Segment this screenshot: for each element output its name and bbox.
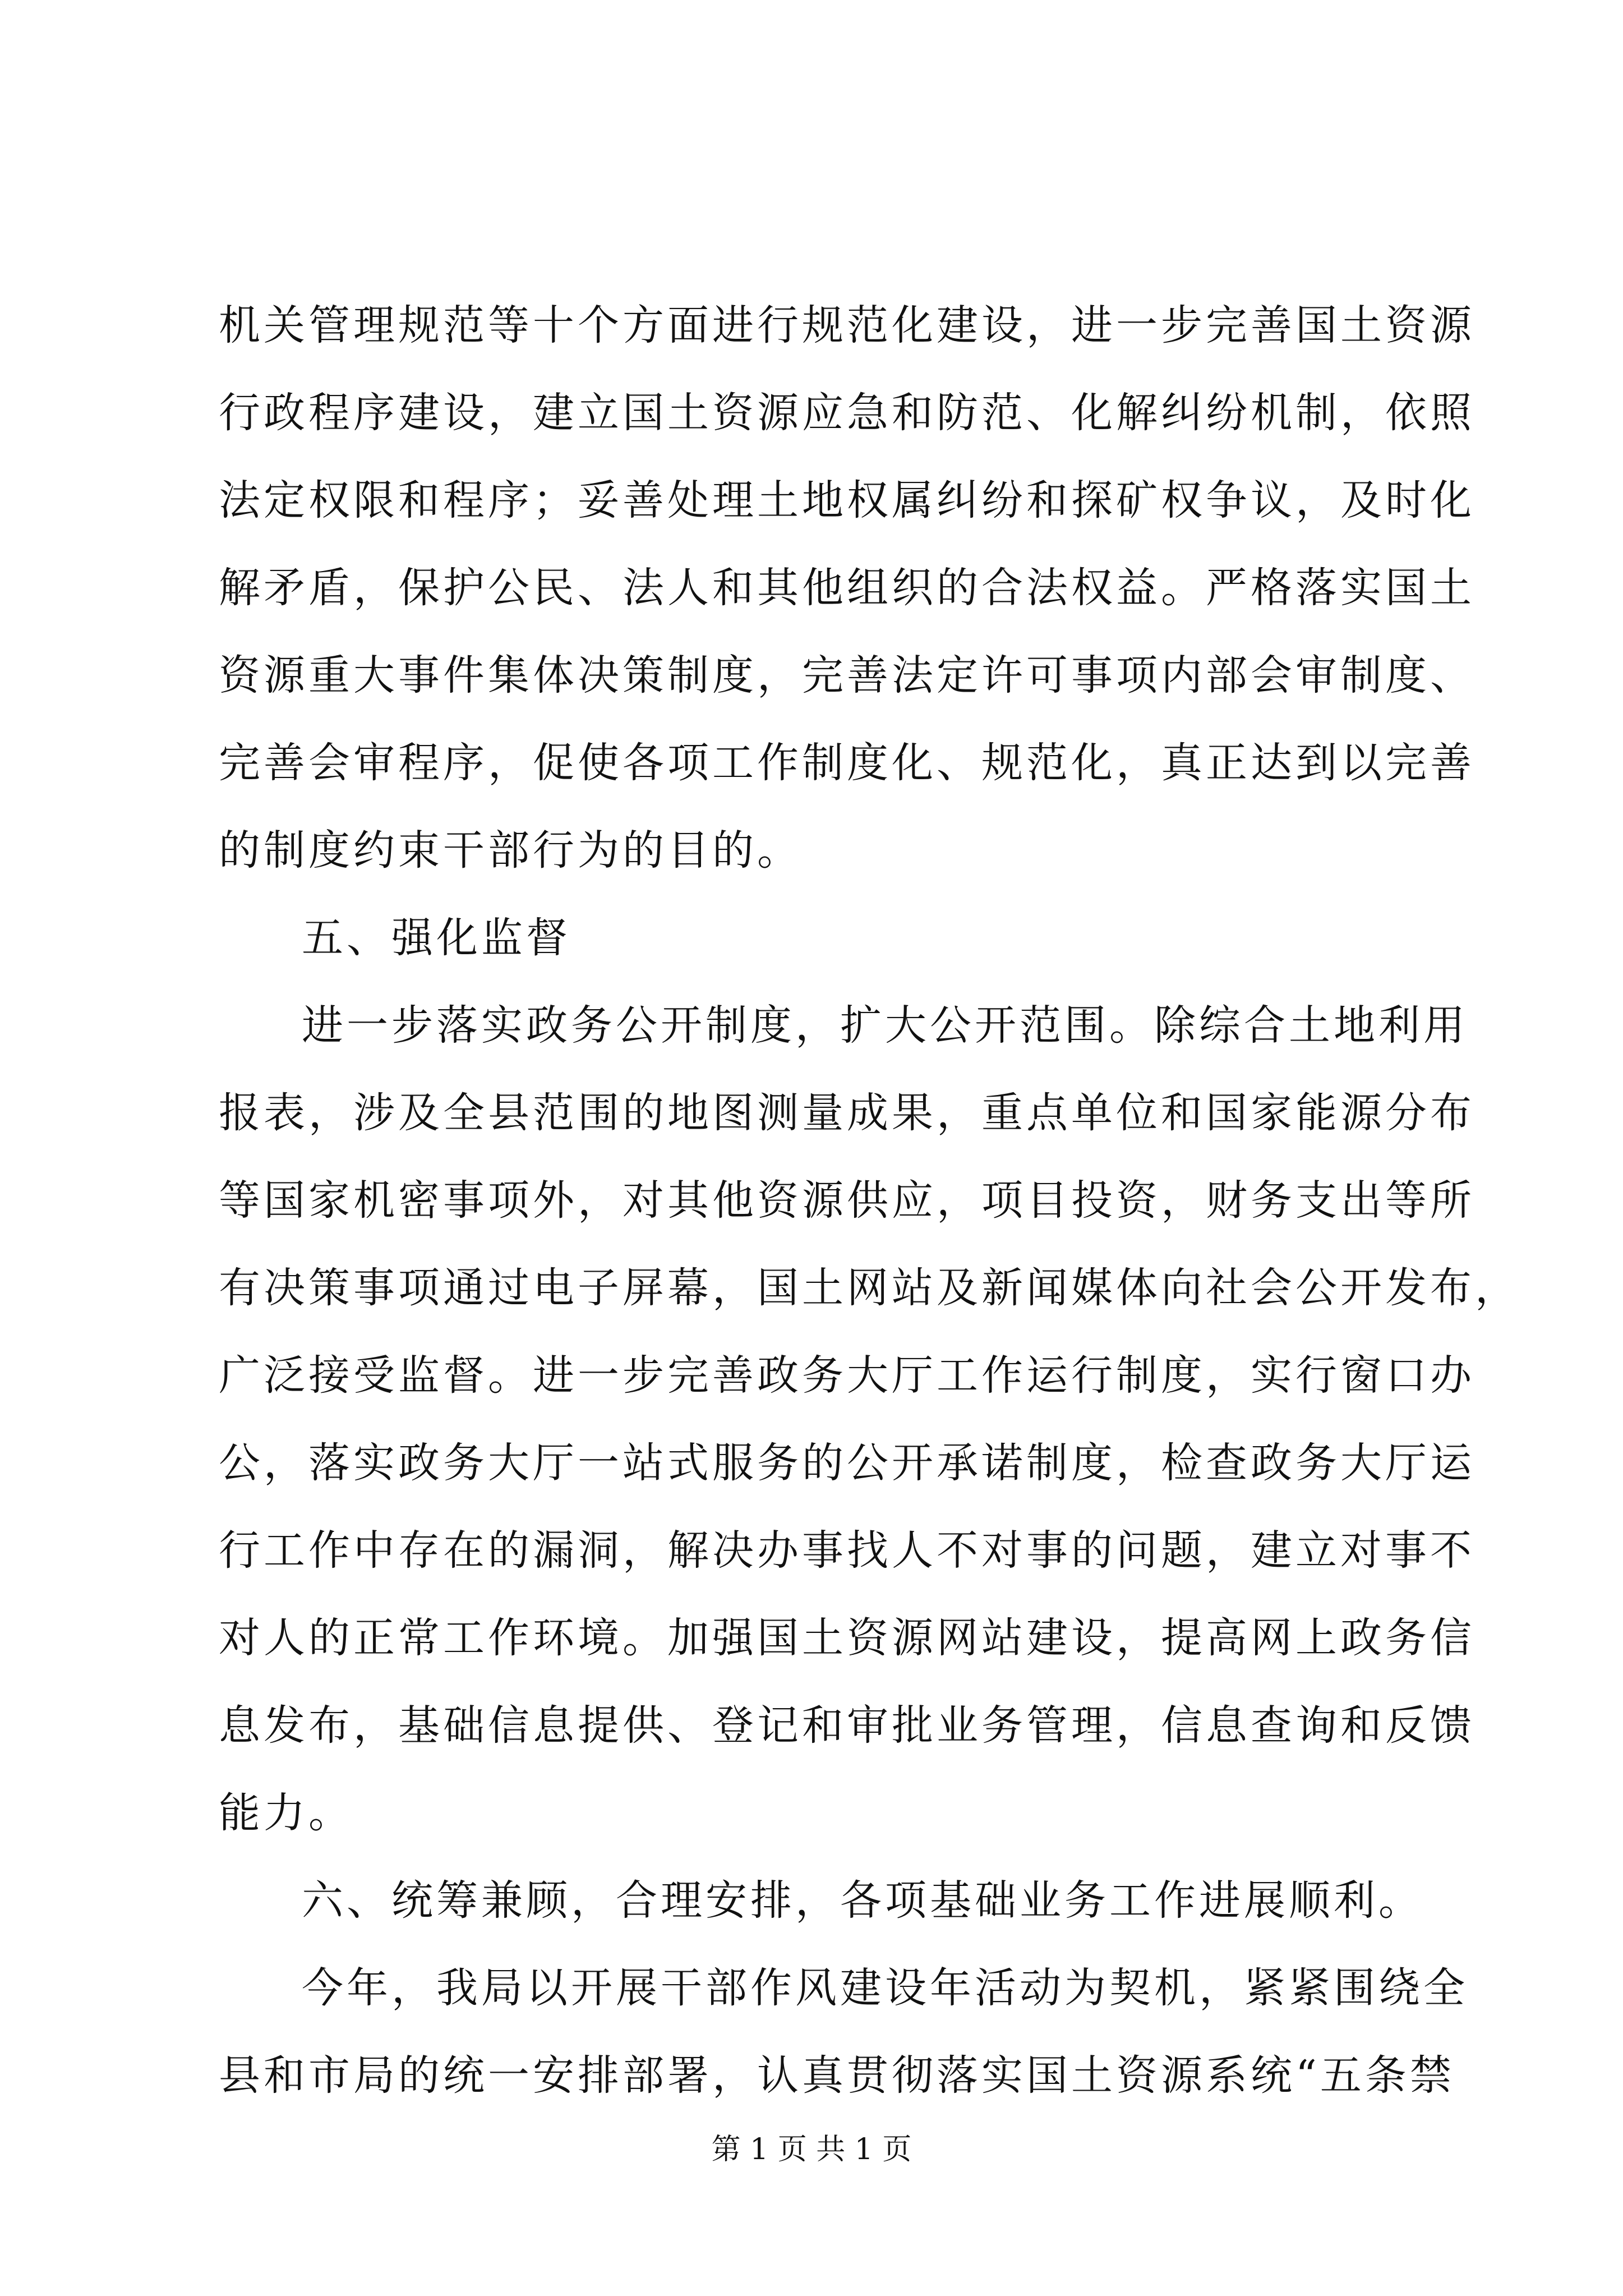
body-line-6: 完善会审程序，促使各项工作制度化、规范化，真正达到以完善	[219, 739, 1475, 787]
body-line-13: 公，落实政务大厅一站式服务的公开承诺制度，检查政务大厅运	[219, 1439, 1475, 1487]
body-line-9: 报表，涉及全县范围的地图测量成果，重点单位和国家能源分布	[219, 1089, 1475, 1137]
body-line-12: 广泛接受监督。进一步完善政务大厅工作运行制度，实行窗口办	[219, 1351, 1475, 1400]
body-line-14: 行工作中存在的漏洞，解决办事找人不对事的问题，建立对事不	[219, 1526, 1475, 1575]
body-line-5: 资源重大事件集体决策制度，完善法定许可事项内部会审制度、	[219, 651, 1475, 700]
body-line-1: 机关管理规范等十个方面进行规范化建设，进一步完善国土资源	[219, 301, 1475, 349]
body-line-10: 等国家机密事项外，对其他资源供应，项目投资，财务支出等所	[219, 1176, 1475, 1225]
body-line-18: 今年，我局以开展干部作风建设年活动为契机，紧紧围绕全	[302, 1964, 1468, 2012]
section-heading-5: 五、强化监督	[302, 914, 571, 962]
body-line-15: 对人的正常工作环境。加强国土资源网站建设，提高网上政务信	[219, 1614, 1475, 1662]
body-line-2: 行政程序建设，建立国土资源应急和防范、化解纠纷机制，依照	[219, 389, 1475, 437]
body-line-8: 进一步落实政务公开制度，扩大公开范围。除综合土地利用	[302, 1001, 1468, 1050]
page-footer: 第 1 页 共 1 页	[711, 2133, 912, 2166]
body-line-17: 能力。	[219, 1789, 353, 1837]
body-line-3: 法定权限和程序；妥善处理土地权属纠纷和探矿权争议，及时化	[219, 476, 1475, 524]
body-line-7: 的制度约束干部行为的目的。	[219, 826, 802, 875]
body-line-11: 有决策事项通过电子屏幕，国土网站及新闻媒体向社会公开发布，	[219, 1264, 1520, 1312]
body-line-16: 息发布，基础信息提供、登记和审批业务管理，信息查询和反馈	[219, 1701, 1475, 1750]
body-line-4: 解矛盾，保护公民、法人和其他组织的合法权益。严格落实国土	[219, 564, 1475, 612]
body-line-19: 县和市局的统一安排部署，认真贯彻落实国土资源系统“五条禁	[219, 2051, 1455, 2100]
section-heading-6: 六、统筹兼顾，合理安排，各项基础业务工作进展顺利。	[302, 1876, 1423, 1925]
